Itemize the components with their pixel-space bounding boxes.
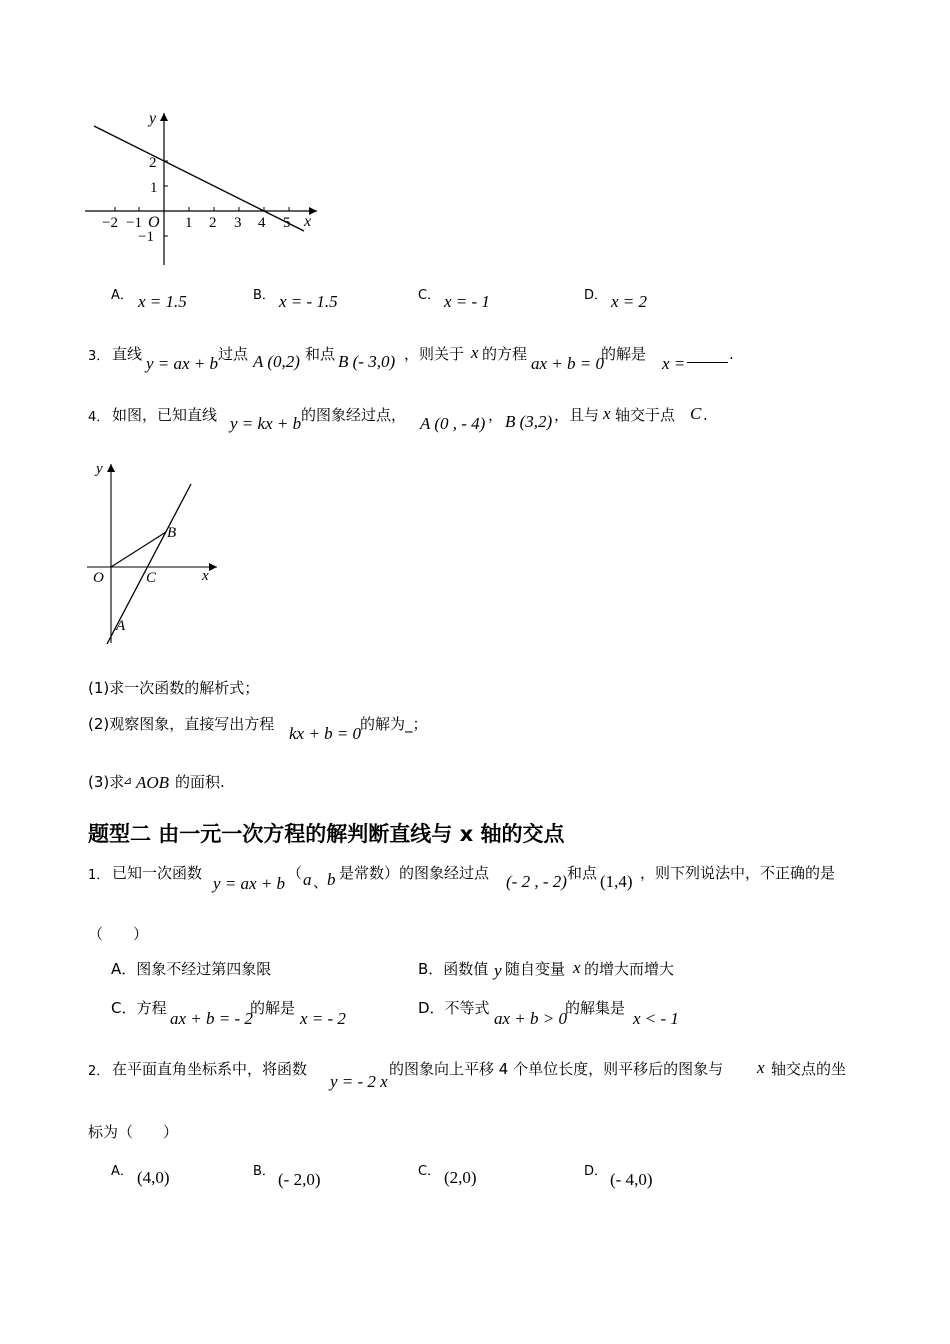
option-letter: B． xyxy=(253,288,275,303)
question-text: 轴交点的坐 xyxy=(771,1060,847,1078)
question-number: 1． xyxy=(88,868,110,883)
option-value: (4,0) xyxy=(137,1168,170,1187)
option-letter: D． xyxy=(584,288,608,303)
point: (- 2 , - 2) xyxy=(506,872,567,891)
graph1-xtick-label: 4 xyxy=(258,215,266,231)
point-a: A (0,2) xyxy=(253,352,300,371)
question-text: 的面积. xyxy=(175,773,225,791)
graph1-ytick-label: 2 xyxy=(149,155,157,171)
question-text: (3)求 xyxy=(88,773,125,791)
graph1-origin-label: O xyxy=(148,214,160,231)
question-text: 的解为_； xyxy=(360,715,428,733)
question-number: 3． xyxy=(88,349,110,364)
equation: y = - 2 x xyxy=(330,1072,388,1091)
question-text: (2)观察图象，直接写出方程 xyxy=(88,715,275,733)
question-text: 如图，已知直线 xyxy=(112,406,218,424)
option-text: 的解是 xyxy=(250,999,296,1017)
point-c: C xyxy=(690,404,702,423)
graph1-xtick-label: 2 xyxy=(209,215,217,231)
option-letter: A． xyxy=(111,1164,133,1179)
option-letter: A． xyxy=(111,288,133,303)
graph-line-y2-x4 xyxy=(80,105,330,270)
option-text: C．方程 xyxy=(111,999,167,1017)
question-text: 和点 xyxy=(305,345,336,363)
variable: b xyxy=(327,870,336,889)
option-text: 的解集是 xyxy=(565,999,626,1017)
question-text: 的图象向上平移 4 个单位长度，则平移后的图象与 xyxy=(389,1060,724,1078)
variable: x xyxy=(573,958,581,977)
option-value: x = 2 xyxy=(611,292,648,311)
graph2-a-label: A xyxy=(116,618,126,634)
graph1-xtick-label: 1 xyxy=(185,215,193,231)
question-text: 的图象经过点， xyxy=(301,406,407,424)
option-letter: B． xyxy=(253,1164,275,1179)
question-number: 4． xyxy=(88,410,110,425)
question-text: 标为（ ） xyxy=(88,1123,179,1141)
graph-line-through-a-b xyxy=(85,458,225,648)
option-letter: D． xyxy=(584,1164,608,1179)
equation: ax + b = 0 xyxy=(531,354,604,373)
question-text: ， xyxy=(488,406,504,424)
point-b: B (3,2) xyxy=(505,412,553,431)
question-text: 直线 xyxy=(112,345,143,363)
graph2-c-label: C xyxy=(146,570,157,586)
graph2-x-label: x xyxy=(202,568,209,584)
graph2-segment-ob xyxy=(111,532,166,567)
option-text: B．函数值 xyxy=(418,960,489,978)
graph2-y-label: y xyxy=(96,461,103,477)
graph2-o-label: O xyxy=(93,570,104,586)
graph1-xtick-label: 5 xyxy=(283,215,291,231)
question-number: 2． xyxy=(88,1064,110,1079)
option-text: 的增大而增大 xyxy=(584,960,675,978)
equation: x < - 1 xyxy=(633,1009,679,1028)
option-value: x = 1.5 xyxy=(138,292,187,311)
question-text: . xyxy=(729,345,734,363)
graph1-ytick-label: 1 xyxy=(150,180,158,196)
answer-prefix: x = xyxy=(662,354,686,373)
q4-part-1: (1)求一次函数的解析式； xyxy=(88,679,260,697)
option-text: D．不等式 xyxy=(418,999,490,1017)
option-value: x = - 1 xyxy=(444,292,490,311)
question-text: 过点 xyxy=(218,345,249,363)
graph1-y-label: y xyxy=(149,110,157,127)
answer-paren[interactable]: （ ） xyxy=(88,925,149,943)
equation: ax + b = - 2 xyxy=(170,1009,253,1028)
graph1-xtick-label: −1 xyxy=(126,215,142,231)
equation: y = ax + b xyxy=(213,874,286,893)
graph1-xtick-label: −2 xyxy=(102,215,118,231)
equation: y = ax + b xyxy=(146,354,219,373)
question-text: 、 xyxy=(313,873,329,891)
section-title: 题型二 由一元一次方程的解判断直线与 x 轴的交点 xyxy=(88,822,565,846)
variable: x xyxy=(757,1058,765,1077)
variable: a xyxy=(303,870,312,889)
equation: x = - 2 xyxy=(300,1009,346,1028)
question-text: 的解是 xyxy=(601,345,647,363)
question-text: 的方程 xyxy=(482,345,528,363)
point-a: A (0 , - 4) xyxy=(420,414,486,433)
option-value: (- 2,0) xyxy=(278,1170,321,1189)
question-text: 是常数）的图象经过点 xyxy=(339,864,490,882)
option-text: 随自变量 xyxy=(505,960,566,978)
triangle-symbol: ⊿ xyxy=(123,774,133,787)
variable: x xyxy=(471,343,479,362)
equation: ax + b > 0 xyxy=(494,1009,567,1028)
question-text: ，则关于 xyxy=(404,345,465,363)
graph2-b-label: B xyxy=(167,525,177,541)
equation: kx + b = 0 xyxy=(289,724,362,743)
option-value: (2,0) xyxy=(444,1168,477,1187)
question-text: 轴交于点 xyxy=(615,406,676,424)
option-letter: C． xyxy=(418,288,441,303)
variable: y xyxy=(494,961,502,980)
question-text: 已知一次函数 xyxy=(112,864,203,882)
question-text: （ xyxy=(287,864,303,882)
option-letter: C． xyxy=(418,1164,441,1179)
question-text: . xyxy=(703,406,708,424)
point-b: B (- 3,0) xyxy=(338,352,396,371)
triangle-name: AOB xyxy=(136,773,170,792)
option-value: x = - 1.5 xyxy=(279,292,338,311)
point: (1,4) xyxy=(600,872,633,891)
question-text: ，则下列说法中，不正确的是 xyxy=(640,864,836,882)
question-text: 和点 xyxy=(567,864,598,882)
graph1-xtick-label: 3 xyxy=(234,215,242,231)
question-text: ，且与 xyxy=(554,406,600,424)
answer-blank[interactable] xyxy=(687,362,728,363)
variable: x xyxy=(603,404,611,423)
question-text: 在平面直角坐标系中，将函数 xyxy=(112,1060,308,1078)
equation: y = kx + b xyxy=(230,414,302,433)
option-a[interactable]: A．图象不经过第四象限 xyxy=(111,960,272,978)
graph1-ytick-label: −1 xyxy=(138,229,154,245)
option-value: (- 4,0) xyxy=(610,1170,653,1189)
graph1-x-label: x xyxy=(304,213,312,230)
